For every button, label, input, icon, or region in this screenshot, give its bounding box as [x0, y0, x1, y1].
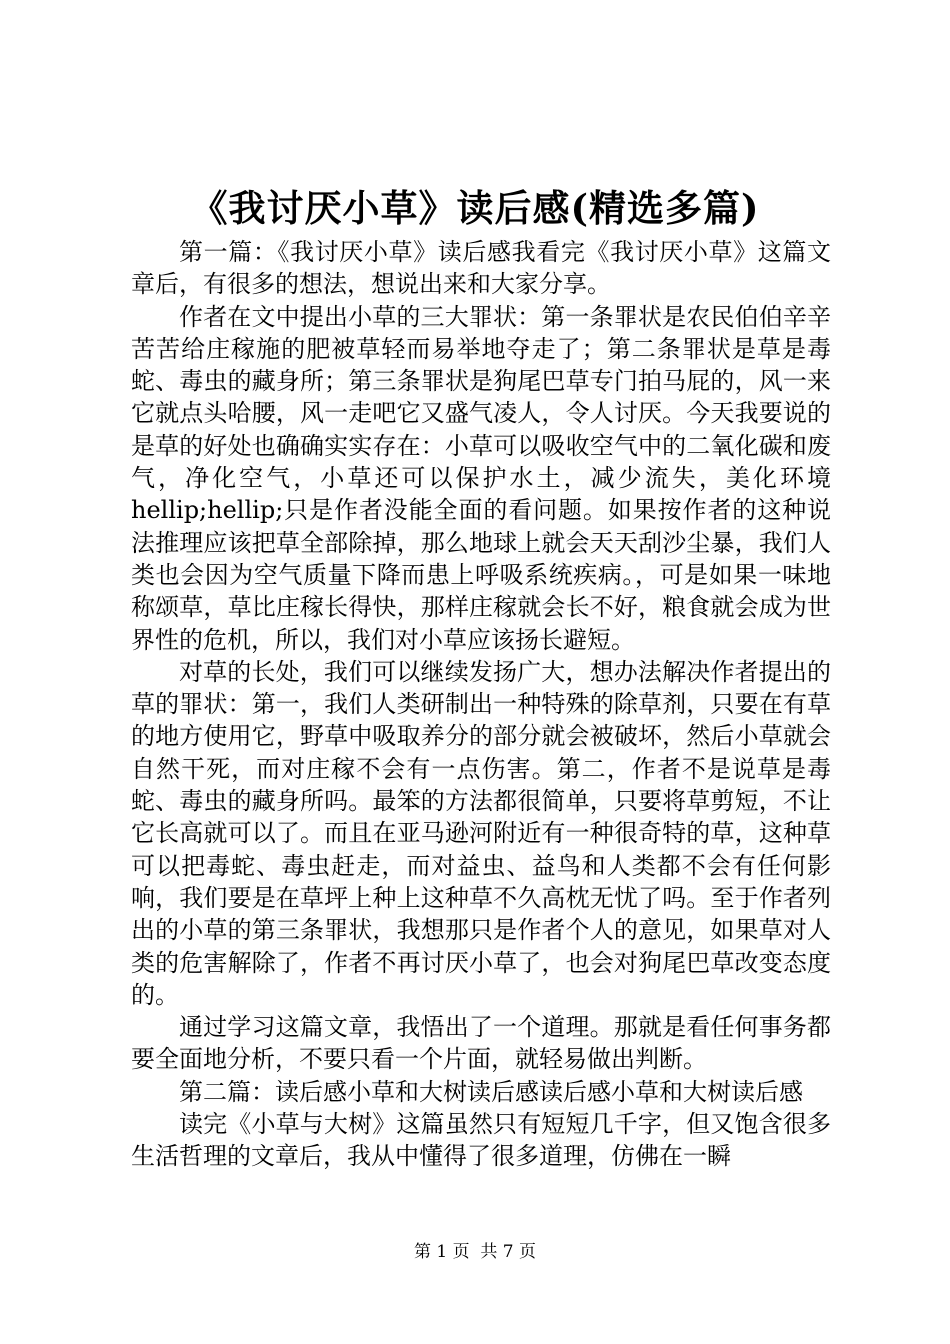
paragraph: 读完《小草与大树》这篇虽然只有短短几千字，但又饱含很多生活哲理的文章后，我从中懂得了很多道理，仿佛在一瞬 — [131, 1110, 831, 1171]
document-title: 《我讨厌小草》读后感(精选多篇) — [190, 186, 760, 230]
paragraph: 第二篇：读后感小草和大树读后感读后感小草和大树读后感 — [179, 1077, 803, 1106]
page-footer: 第 1 页 共 7 页 — [413, 1242, 537, 1262]
paragraph: 作者在文中提出小草的三大罪状：第一条罪状是农民伯伯辛辛苦苦给庄稼施的肥被草轻而易举地夺走了；第二条罪状是草是毒蛇、毒虫的藏身所；第三条罪状是狗尾巴草专门拍马屁的，风一来它就点头哈腰，风一走吧它又盛气凌人，令人讨厌。今天我要说的是草的好处也确确实实存在：小草可以吸收空气中的二氧化碳和废气，净化空气，小草还可以保护水土，减少流失，美化环境hellip;hellip;只是作者没能全面的看问题。如果按作者的这种说法推理应该把草全部除掉，那么地球上就会天天刮沙尘暴，我们人类也会因为空气质量下降而患上呼吸系统疾病。，可是如果一味地称颂草，草比庄稼长得快，那样庄稼就会长不好，粮食就会成为世界性的危机，所以，我们对小草应该扬长避短。 — [131, 302, 831, 654]
paragraph: 第一篇：《我讨厌小草》读后感我看完《我讨厌小草》这篇文章后，有很多的想法，想说出来和大家分享。 — [131, 238, 831, 299]
paragraph: 通过学习这篇文章，我悟出了一个道理。那就是看任何事务都要全面地分析，不要只看一个片面，就轻易做出判断。 — [131, 1013, 831, 1074]
paragraph: 对草的长处，我们可以继续发扬广大，想办法解决作者提出的草的罪状：第一，我们人类研制出一种特殊的除草剂，只要在有草的地方使用它，野草中吸取养分的部分就会被破坏，然后小草就会自然干死，而对庄稼不会有一点伤害。第二，作者不是说草是毒蛇、毒虫的藏身所吗。最笨的方法都很简单，只要将草剪短，不让它长高就可以了。而且在亚马逊河附近有一种很奇特的草，这种草可以把毒蛇、毒虫赶走，而对益虫、益鸟和人类都不会有任何影响，我们要是在草坪上种上这种草不久高枕无忧了吗。至于作者列出的小草的第三条罪状，我想那只是作者个人的意见，如果草对人类的危害解除了，作者不再讨厌小草了，也会对狗尾巴草改变态度的。 — [131, 657, 831, 1009]
document-body — [131, 236, 831, 1173]
